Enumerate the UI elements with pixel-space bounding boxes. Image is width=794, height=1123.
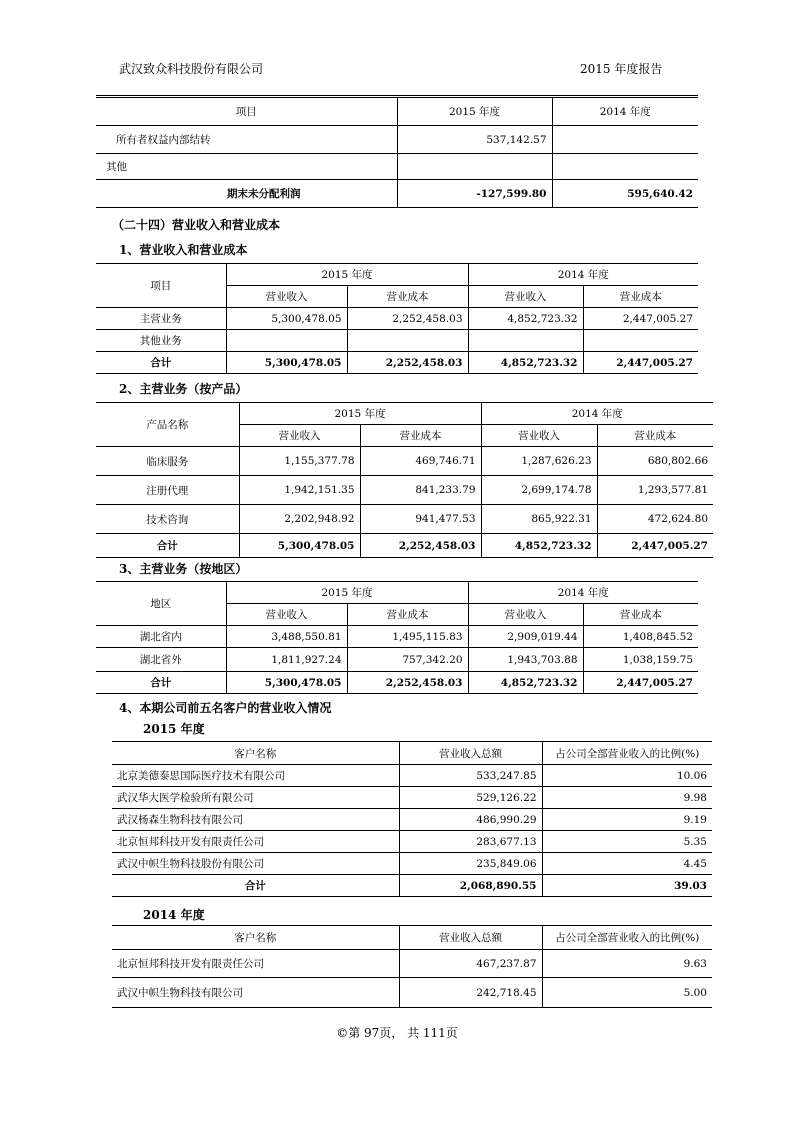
cell: 1,811,927.24 [226,648,347,672]
row-label: 注册代理 [96,476,239,505]
col-header-2014: 2014 年度 [468,264,698,286]
col-header-2015: 2015 年度 [239,403,481,425]
col-header-2014: 2014 年度 [468,582,698,604]
table-row [112,950,712,978]
customer-name: 北京恒邦科技开发有限责任公司 [112,831,399,853]
col-header-revenue: 营业收入 [468,604,583,626]
section-heading: 1、营业收入和营业成本 [119,243,248,257]
company-name: 武汉致众科技股份有限公司 [119,62,264,76]
col-header-revenue: 营业收入总额 [399,742,542,765]
customer-name: 合计 [112,875,399,897]
table-row [96,648,698,672]
cell [347,330,468,352]
col-header-pct: 占公司全部营业收入的比例(%) [542,926,712,950]
table-row [96,626,698,648]
row-label: 合计 [96,672,226,694]
cell: 5,300,478.05 [226,672,347,694]
cell: 680,802.66 [597,447,713,476]
cell: 4,852,723.32 [468,308,583,330]
header-divider [96,95,698,96]
cell [226,330,347,352]
table-header-row [112,742,712,765]
cell-pct: 5.35 [542,831,712,853]
col-header-2015: 2015 年度 [397,98,552,126]
col-header-2015: 2015 年度 [226,582,468,604]
region-table [96,581,698,694]
product-table [96,402,713,558]
cell-revenue: 283,677.13 [399,831,542,853]
cell-pct: 5.00 [542,978,712,1008]
customer-name: 北京美德泰思国际医疗技术有限公司 [112,765,399,787]
cell [583,330,698,352]
cell-revenue: 486,990.29 [399,809,542,831]
cell: 5,300,478.05 [239,534,360,558]
table-row [112,765,712,787]
row-label: 合计 [96,352,226,374]
cell: 2,252,458.03 [347,672,468,694]
cell: 2,447,005.27 [597,534,713,558]
cell: 4,852,723.32 [468,672,583,694]
cell-pct: 4.45 [542,853,712,875]
cell-revenue: 235,849.06 [399,853,542,875]
customer-name: 武汉华大医学检验所有限公司 [112,787,399,809]
cell: 2,252,458.03 [347,352,468,374]
table-row [96,476,713,505]
cell-revenue: 242,718.45 [399,978,542,1008]
col-header-name: 客户名称 [112,742,399,765]
col-header-revenue: 营业收入 [226,604,347,626]
table-row [96,352,698,374]
row-label: 湖北省内 [96,626,226,648]
table-row [112,978,712,1008]
table-row [96,534,713,558]
row-label: 临床服务 [96,447,239,476]
cell: 2,252,458.03 [360,534,481,558]
table-header-row [96,98,698,126]
row-label: 湖北省外 [96,648,226,672]
row-label: 所有者权益内部结转 [96,126,397,154]
table-header-row [112,926,712,950]
col-header-revenue: 营业收入总额 [399,926,542,950]
row-label: 期末未分配利润 [96,180,397,208]
customer-name: 武汉中帜生物科技股份有限公司 [112,853,399,875]
section-heading: 3、主营业务（按地区） [119,562,248,576]
customer-name: 武汉杨森生物科技有限公司 [112,809,399,831]
table-row [96,126,698,154]
year-heading: 2015 年度 [143,722,205,736]
top-customers-2014-table [112,925,712,1008]
col-header-cost: 营业成本 [347,286,468,308]
cell: 3,488,550.81 [226,626,347,648]
revenue-cost-table [96,263,698,374]
col-header-item: 产品名称 [96,403,239,447]
table-row [96,330,698,352]
table-row [96,505,713,534]
col-header-2014: 2014 年度 [552,98,698,126]
col-header-revenue: 营业收入 [481,425,597,447]
cell-revenue: 467,237.87 [399,950,542,978]
col-header-cost: 营业成本 [583,604,698,626]
cell: 841,233.79 [360,476,481,505]
col-header-item: 项目 [96,264,226,308]
cell: 5,300,478.05 [226,308,347,330]
table-row [112,875,712,897]
cell: 4,852,723.32 [481,534,597,558]
customer-name: 武汉中帜生物科技有限公司 [112,978,399,1008]
col-header-pct: 占公司全部营业收入的比例(%) [542,742,712,765]
cell-2014 [552,154,698,180]
cell: 1,495,115.83 [347,626,468,648]
col-header-revenue: 营业收入 [239,425,360,447]
customer-name: 北京恒邦科技开发有限责任公司 [112,950,399,978]
cell: 2,447,005.27 [583,352,698,374]
cell: 469,746.71 [360,447,481,476]
col-header-cost: 营业成本 [597,425,713,447]
cell: 2,447,005.27 [583,308,698,330]
report-title: 2015 年度报告 [580,62,663,76]
section-heading: 4、本期公司前五名客户的营业收入情况 [119,701,332,715]
col-header-2014: 2014 年度 [481,403,713,425]
row-label: 主营业务 [96,308,226,330]
cell: 2,202,948.92 [239,505,360,534]
col-header-item: 项目 [96,98,397,126]
col-header-revenue: 营业收入 [226,286,347,308]
cell-2015 [397,154,552,180]
cell: 757,342.20 [347,648,468,672]
top-customers-2015-table [112,741,712,897]
row-label: 合计 [96,534,239,558]
year-heading: 2014 年度 [143,908,205,922]
section-heading: （二十四）营业收入和营业成本 [112,218,281,232]
cell: 865,922.31 [481,505,597,534]
cell-2015: 537,142.57 [397,126,552,154]
page-footer: ©第 97页， 共 111页 [336,1026,458,1040]
col-header-item: 地区 [96,582,226,626]
cell: 2,699,174.78 [481,476,597,505]
cell-pct: 9.98 [542,787,712,809]
col-header-revenue: 营业收入 [468,286,583,308]
cell-pct: 39.03 [542,875,712,897]
cell: 2,909,019.44 [468,626,583,648]
col-header-cost: 营业成本 [347,604,468,626]
cell-2014 [552,126,698,154]
cell: 1,287,626.23 [481,447,597,476]
cell-2014: 595,640.42 [552,180,698,208]
cell: 1,408,845.52 [583,626,698,648]
cell: 1,155,377.78 [239,447,360,476]
cell-2015: -127,599.80 [397,180,552,208]
cell: 1,293,577.81 [597,476,713,505]
cell: 5,300,478.05 [226,352,347,374]
cell-revenue: 529,126.22 [399,787,542,809]
cell-revenue: 2,068,890.55 [399,875,542,897]
cell: 1,943,703.88 [468,648,583,672]
cell-pct: 9.63 [542,950,712,978]
equity-table [96,97,698,208]
cell-pct: 10.06 [542,765,712,787]
row-label: 其他 [96,154,397,180]
table-row [96,447,713,476]
cell-pct: 9.19 [542,809,712,831]
cell-revenue: 533,247.85 [399,765,542,787]
table-row [96,180,698,208]
table-row [96,672,698,694]
cell: 472,624.80 [597,505,713,534]
col-header-cost: 营业成本 [583,286,698,308]
cell: 941,477.53 [360,505,481,534]
row-label: 技术咨询 [96,505,239,534]
col-header-cost: 营业成本 [360,425,481,447]
col-header-2015: 2015 年度 [226,264,468,286]
row-label: 其他业务 [96,330,226,352]
section-heading: 2、主营业务（按产品） [119,382,248,396]
cell [468,330,583,352]
table-row [112,787,712,809]
table-row [96,308,698,330]
table-row [112,809,712,831]
table-row [96,154,698,180]
cell: 1,038,159.75 [583,648,698,672]
table-row [112,853,712,875]
cell: 2,252,458.03 [347,308,468,330]
table-row [112,831,712,853]
cell: 1,942,151.35 [239,476,360,505]
col-header-name: 客户名称 [112,926,399,950]
cell: 2,447,005.27 [583,672,698,694]
cell: 4,852,723.32 [468,352,583,374]
